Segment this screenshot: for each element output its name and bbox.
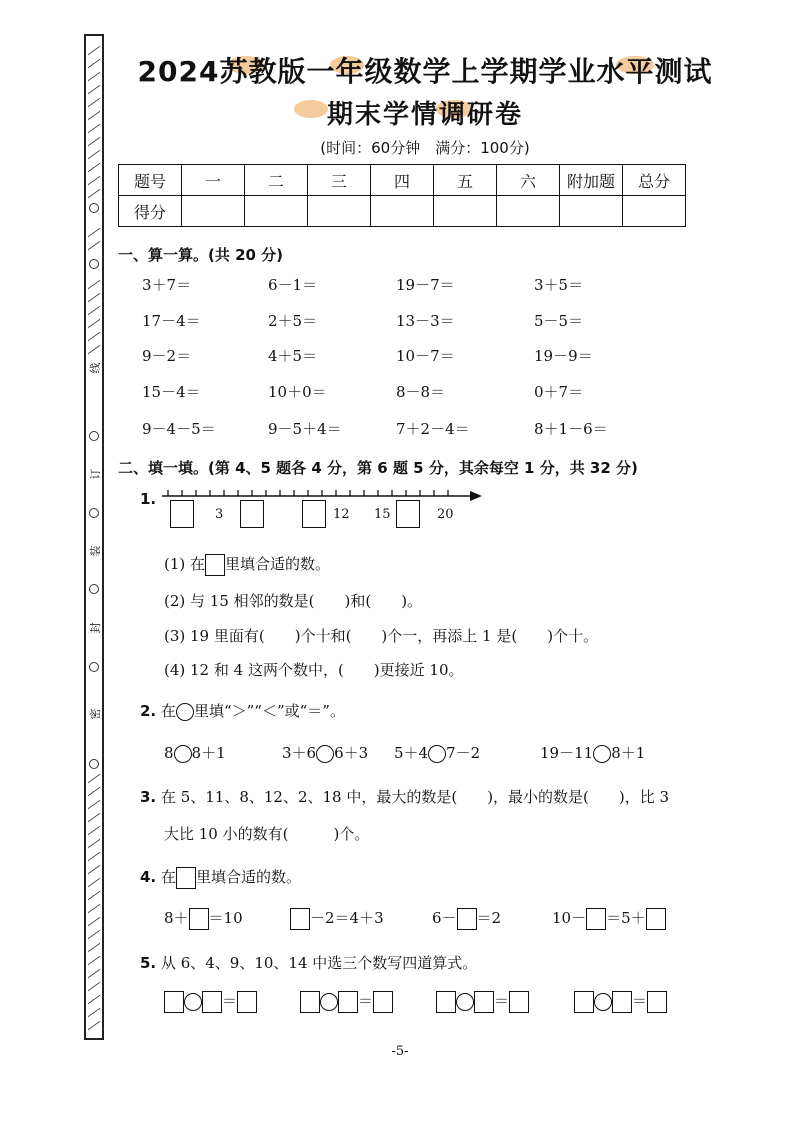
q4-prompt-b: 里填合适的数。 (195, 868, 301, 886)
score-header-cell: 五 (434, 165, 497, 196)
binding-label: 订 (89, 468, 102, 480)
compare-right: 8＋1 (191, 744, 226, 762)
binding-hole-icon (89, 259, 99, 269)
score-header-cell: 一 (182, 165, 245, 196)
question-2 (140, 700, 345, 721)
compare-circle[interactable] (593, 745, 611, 763)
binding-hole-icon (89, 759, 99, 769)
arithmetic-item: 2＋5＝ (268, 312, 318, 330)
answer-box[interactable] (189, 908, 209, 930)
arithmetic-item: 9－4－5＝ (142, 420, 216, 438)
score-header-cell: 四 (371, 165, 434, 196)
question-4 (140, 866, 301, 889)
score-cell[interactable] (623, 196, 686, 227)
fill-eq-4 (552, 907, 666, 930)
fill-eq-2 (290, 907, 384, 930)
fill-eq-1 (164, 907, 243, 930)
answer-box[interactable] (164, 991, 184, 1013)
eq-text: 10－ (552, 909, 587, 927)
compare-item-4 (540, 742, 645, 763)
answer-box-icon (176, 867, 196, 889)
arithmetic-item: 5－5＝ (534, 312, 584, 330)
compare-right: 6＋3 (334, 744, 369, 762)
question-number: 3. (140, 788, 157, 806)
compare-item-3 (394, 742, 480, 763)
binding-hole-icon (89, 203, 99, 213)
circle-icon (176, 703, 194, 721)
question-number: 5. (140, 954, 157, 972)
compare-right: 8＋1 (611, 744, 646, 762)
arithmetic-item: 17－4＝ (142, 312, 201, 330)
binding-label: 线 (89, 362, 102, 374)
arithmetic-item: 10－7＝ (396, 347, 455, 365)
arithmetic-item: 8＋1－6＝ (534, 420, 608, 438)
section1-heading: 一、算一算。(共 20 分) (118, 246, 284, 264)
answer-box[interactable] (436, 991, 456, 1013)
operator-circle[interactable] (456, 993, 474, 1011)
binding-hole-icon (89, 431, 99, 441)
score-cell[interactable] (182, 196, 245, 227)
number-line-label: 15 (374, 507, 391, 522)
compare-item-2 (282, 742, 368, 763)
score-cell[interactable] (497, 196, 560, 227)
question-number: 1. (140, 490, 157, 508)
arithmetic-item: 10＋0＝ (268, 383, 327, 401)
equals-sign: ＝ (222, 992, 238, 1010)
q1-part2: (2) 与 15 相邻的数是( )和( )。 (164, 592, 423, 610)
answer-box[interactable] (474, 991, 494, 1013)
answer-box[interactable] (646, 908, 666, 930)
q5-equation (300, 990, 393, 1013)
arithmetic-item: 13－3＝ (396, 312, 455, 330)
binding-hole-icon (89, 584, 99, 594)
answer-box[interactable] (509, 991, 529, 1013)
score-header-cell: 总分 (623, 165, 686, 196)
answer-box[interactable] (237, 991, 257, 1013)
score-cell[interactable] (560, 196, 623, 227)
eq-text: －2＝4＋3 (310, 909, 384, 927)
compare-circle[interactable] (174, 745, 192, 763)
q1-part1-text-b: 里填合适的数。 (225, 555, 331, 573)
operator-circle[interactable] (184, 993, 202, 1011)
answer-box[interactable] (300, 991, 320, 1013)
q1-part4: (4) 12 和 4 这两个数中，( )更接近 10。 (164, 661, 464, 679)
arithmetic-item: 9－5＋4＝ (268, 420, 342, 438)
arithmetic-item: 9－2＝ (142, 347, 192, 365)
answer-box[interactable] (290, 908, 310, 930)
answer-box[interactable] (457, 908, 477, 930)
page-number: -5- (391, 1044, 409, 1059)
eq-text: ＝2 (476, 909, 502, 927)
question-3-line2: 大比 10 小的数有( )个。 (164, 825, 370, 843)
score-table (118, 164, 686, 227)
exam-time-score-info: (时间：60分钟 满分：100分) (320, 139, 530, 157)
score-header-cell: 附加题 (560, 165, 623, 196)
q5-equation (436, 990, 529, 1013)
operator-circle[interactable] (320, 993, 338, 1011)
arithmetic-item: 19－7＝ (396, 276, 455, 294)
number-line-label: 20 (437, 507, 454, 522)
number-line-answer-box[interactable] (240, 500, 264, 528)
equals-sign: ＝ (632, 992, 648, 1010)
number-line-answer-box[interactable] (170, 500, 194, 528)
operator-circle[interactable] (594, 993, 612, 1011)
question-number: 4. (140, 868, 157, 886)
number-line-answer-box[interactable] (396, 500, 420, 528)
question-1-number (140, 490, 156, 508)
eq-text: ＝5＋ (606, 909, 646, 927)
answer-box[interactable] (373, 991, 393, 1013)
compare-left: 8 (164, 744, 174, 762)
q1-part1 (164, 553, 330, 576)
answer-box[interactable] (338, 991, 358, 1013)
binding-hole-icon (89, 508, 99, 518)
section2-heading: 二、填一填。(第 4、5 题各 4 分，第 6 题 5 分，其余每空 1 分，共 32 分) (118, 459, 638, 477)
compare-circle[interactable] (316, 745, 334, 763)
score-header-cell: 六 (497, 165, 560, 196)
equals-sign: ＝ (494, 992, 510, 1010)
q5-equation (164, 990, 257, 1013)
arithmetic-item: 7＋2－4＝ (396, 420, 470, 438)
arithmetic-item: 6－1＝ (268, 276, 318, 294)
score-header-cell: 题号 (119, 165, 182, 196)
q4-prompt-a: 在 (160, 868, 176, 886)
score-cell[interactable] (308, 196, 371, 227)
score-row-label: 得分 (119, 196, 182, 227)
binding-label: 装 (89, 545, 102, 557)
question-number: 2. (140, 702, 157, 720)
arithmetic-item: 3＋7＝ (142, 276, 192, 294)
question-3-line1 (140, 786, 669, 807)
q1-part1-text-a: (1) 在 (164, 555, 206, 573)
compare-left: 3＋6 (282, 744, 317, 762)
answer-box-icon (205, 554, 225, 576)
document-subtitle-title: 期末学情调研卷 (326, 100, 523, 130)
score-cell[interactable] (371, 196, 434, 227)
number-line-answer-box[interactable] (302, 500, 326, 528)
number-line-label: 3 (215, 507, 224, 522)
fill-eq-3 (432, 907, 501, 930)
q2-prompt-b: 里填“＞”“＜”或“＝”。 (193, 702, 345, 720)
answer-box[interactable] (647, 991, 667, 1013)
document-title: 2024苏教版一年级数学上学期学业水平测试 (137, 55, 713, 88)
arithmetic-item: 4＋5＝ (268, 347, 318, 365)
q5-prompt: 从 6、4、9、10、14 中选三个数写四道算式。 (160, 954, 478, 972)
score-header-cell: 二 (245, 165, 308, 196)
number-line-label: 12 (333, 507, 350, 522)
arithmetic-item: 3＋5＝ (534, 276, 584, 294)
score-cell[interactable] (434, 196, 497, 227)
answer-box[interactable] (612, 991, 632, 1013)
arithmetic-item: 19－9＝ (534, 347, 593, 365)
binding-label: 封 (89, 622, 102, 634)
number-line-arrow (470, 491, 482, 501)
eq-text: ＝10 (208, 909, 243, 927)
answer-box[interactable] (574, 991, 594, 1013)
binding-strip (84, 34, 104, 1040)
binding-label: 密 (89, 708, 102, 720)
compare-right: 7－2 (446, 744, 481, 762)
arithmetic-item: 0＋7＝ (534, 383, 584, 401)
q1-part3: (3) 19 里面有( )个十和( )个一，再添上 1 是( )个十。 (164, 627, 599, 645)
compare-circle[interactable] (428, 745, 446, 763)
score-table-score-row (119, 196, 686, 227)
binding-hole-icon (89, 662, 99, 672)
q3-text-line1: 在 5、11、8、12、2、18 中，最大的数是( )，最小的数是( )，比 3 (160, 788, 670, 806)
eq-text: 8＋ (164, 909, 189, 927)
arithmetic-item: 8－8＝ (396, 383, 446, 401)
eq-text: 6－ (432, 909, 457, 927)
compare-left: 5＋4 (394, 744, 429, 762)
answer-box[interactable] (202, 991, 222, 1013)
answer-box[interactable] (586, 908, 606, 930)
compare-left: 19－11 (540, 744, 594, 762)
equals-sign: ＝ (358, 992, 374, 1010)
arithmetic-item: 15－4＝ (142, 383, 201, 401)
score-header-cell: 三 (308, 165, 371, 196)
question-5 (140, 952, 477, 973)
score-table-header-row (119, 165, 686, 196)
q5-equation (574, 990, 667, 1013)
compare-item-1 (164, 742, 226, 763)
score-cell[interactable] (245, 196, 308, 227)
q2-prompt-a: 在 (160, 702, 176, 720)
